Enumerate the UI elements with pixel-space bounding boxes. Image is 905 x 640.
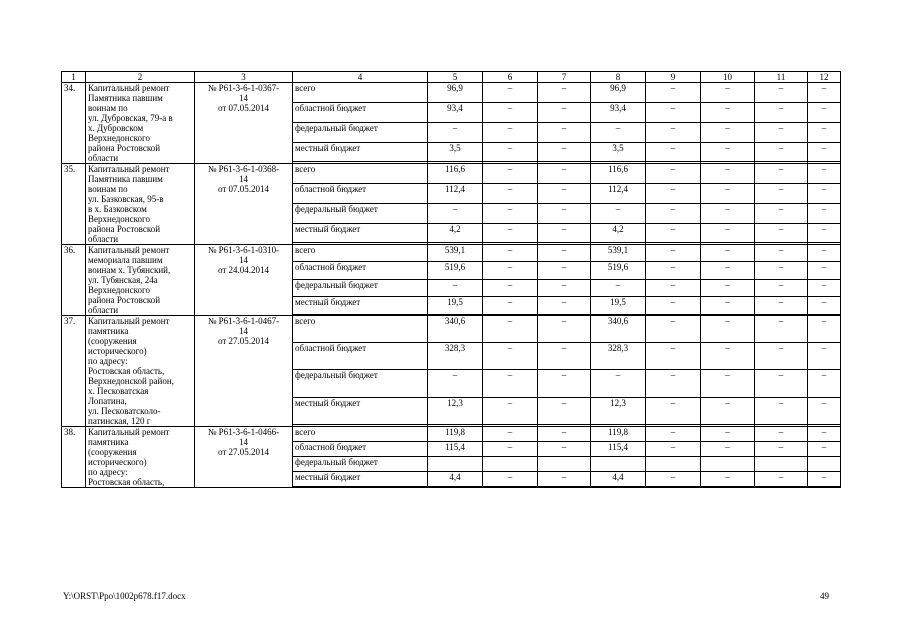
header-cell: 12: [808, 72, 841, 83]
value-cell: –: [538, 397, 591, 424]
document-line: от 24.04.2014: [217, 265, 270, 275]
value-cell: –: [538, 441, 591, 456]
value-cell: –: [808, 316, 841, 343]
funding-source-label: областной бюджет: [293, 102, 428, 122]
value-cell: –: [808, 370, 841, 397]
value-cell: –: [646, 397, 701, 424]
value-cell: –: [755, 397, 808, 424]
value-cell: [428, 456, 483, 471]
value-cell: –: [808, 441, 841, 456]
funding-source-label: федеральный бюджет: [293, 203, 428, 223]
value-cell: –: [538, 183, 591, 203]
value-cell: –: [483, 262, 538, 279]
value-cell: –: [701, 122, 755, 142]
value-cell: –: [808, 279, 841, 296]
value-cell: –: [538, 427, 591, 442]
document-line: 14: [239, 255, 248, 265]
description-line: ул. Песковатсколо-: [88, 406, 161, 416]
value-cell: 340,6: [591, 316, 646, 343]
filler-cell: [808, 486, 841, 487]
description-line: памятника: [88, 326, 129, 336]
value-cell: 12,3: [591, 397, 646, 424]
funding-source-label: областной бюджет: [293, 262, 428, 279]
filler-cell: [646, 486, 701, 487]
funding-source-label: всего: [293, 164, 428, 184]
description-line: Верхнедонского: [88, 133, 150, 143]
description-line: ул. Дубровская, 79-а в: [88, 113, 173, 123]
document-line: от 27.05.2014: [217, 447, 270, 457]
entry-number: 38.: [62, 427, 86, 488]
value-cell: –: [808, 83, 841, 103]
value-cell: –: [428, 203, 483, 223]
value-cell: –: [808, 262, 841, 279]
value-cell: –: [755, 441, 808, 456]
value-cell: –: [701, 316, 755, 343]
description-line: Капитальный ремонт: [88, 83, 170, 93]
value-cell: 4,4: [591, 471, 646, 486]
value-cell: –: [808, 102, 841, 122]
value-cell: –: [646, 245, 701, 262]
value-cell: –: [428, 122, 483, 142]
description-line: области: [88, 153, 119, 163]
funding-source-label: областной бюджет: [293, 441, 428, 456]
value-cell: 96,9: [428, 83, 483, 103]
value-cell: –: [755, 297, 808, 314]
description-line: Капитальный ремонт: [88, 245, 170, 255]
value-cell: –: [646, 441, 701, 456]
description-line: х. Дубровском: [88, 123, 144, 133]
document-line: № Р61-3-6-1-0367-: [207, 83, 280, 93]
description-line: ул. Тубянская, 24а: [88, 275, 158, 285]
value-cell: 328,3: [591, 343, 646, 370]
entry-description: [86, 83, 195, 164]
header-cell: 7: [538, 72, 591, 83]
value-cell: 519,6: [428, 262, 483, 279]
value-cell: –: [808, 203, 841, 223]
document-line: от 07.05.2014: [217, 103, 270, 113]
value-cell: 96,9: [591, 83, 646, 103]
value-cell: –: [646, 427, 701, 442]
description-line: воинам по: [88, 103, 128, 113]
funding-source-label: местный бюджет: [293, 297, 428, 314]
value-cell: –: [538, 102, 591, 122]
value-cell: 116,6: [428, 164, 483, 184]
value-cell: –: [646, 122, 701, 142]
value-cell: –: [483, 370, 538, 397]
description-line: Капитальный ремонт: [88, 164, 170, 174]
value-cell: –: [483, 142, 538, 162]
page-number: 49: [820, 591, 829, 601]
document-line: от 07.05.2014: [217, 184, 270, 194]
header-cell: 8: [591, 72, 646, 83]
description-line: исторического): [88, 346, 147, 356]
footer-file-path: Y:\ORST\Ppo\1002p678.f17.docx: [63, 591, 186, 601]
entry-description: [86, 427, 195, 488]
description-line: х. Песковатская: [88, 386, 149, 396]
document-line: 14: [239, 326, 248, 336]
entry-document: [195, 164, 293, 245]
value-cell: –: [538, 203, 591, 223]
value-cell: –: [538, 471, 591, 486]
value-cell: [755, 456, 808, 471]
funding-source-label: областной бюджет: [293, 343, 428, 370]
value-cell: [591, 456, 646, 471]
value-cell: –: [483, 343, 538, 370]
description-line: воинам по: [88, 184, 128, 194]
value-cell: 119,8: [591, 427, 646, 442]
value-cell: 4,2: [591, 223, 646, 243]
value-cell: –: [701, 262, 755, 279]
funding-source-label: местный бюджет: [293, 223, 428, 243]
description-line: района Ростовской: [88, 295, 161, 305]
value-cell: –: [483, 223, 538, 243]
table-row: [62, 245, 841, 262]
value-cell: –: [755, 370, 808, 397]
description-line: (сооружения: [88, 336, 137, 346]
value-cell: –: [701, 471, 755, 486]
description-line: области: [88, 234, 119, 244]
value-cell: –: [483, 245, 538, 262]
description-line: района Ростовской: [88, 143, 161, 153]
document-line: 14: [239, 174, 248, 184]
value-cell: –: [483, 164, 538, 184]
entry-document: [195, 316, 293, 427]
filler-cell: [428, 486, 483, 487]
value-cell: –: [755, 203, 808, 223]
value-cell: –: [646, 223, 701, 243]
value-cell: –: [483, 297, 538, 314]
description-line: Памятника павшим: [88, 174, 163, 184]
value-cell: –: [591, 279, 646, 296]
funding-source-label: всего: [293, 83, 428, 103]
value-cell: –: [755, 122, 808, 142]
value-cell: –: [755, 343, 808, 370]
description-line: исторического): [88, 457, 147, 467]
value-cell: –: [701, 397, 755, 424]
value-cell: –: [701, 223, 755, 243]
value-cell: –: [483, 316, 538, 343]
value-cell: 115,4: [428, 441, 483, 456]
value-cell: –: [701, 203, 755, 223]
value-cell: –: [808, 297, 841, 314]
header-cell: 6: [483, 72, 538, 83]
funding-source-label: местный бюджет: [293, 471, 428, 486]
value-cell: –: [646, 83, 701, 103]
value-cell: [538, 456, 591, 471]
document-line: 14: [239, 437, 248, 447]
funding-source-label: местный бюджет: [293, 142, 428, 162]
document-line: 14: [239, 93, 248, 103]
value-cell: –: [701, 83, 755, 103]
value-cell: –: [538, 122, 591, 142]
header-cell: 2: [86, 72, 195, 83]
funding-source-label: федеральный бюджет: [293, 456, 428, 471]
value-cell: [701, 456, 755, 471]
value-cell: –: [646, 164, 701, 184]
description-line: Ростовская область,: [88, 366, 165, 376]
table-row: [62, 427, 841, 442]
value-cell: 19,5: [591, 297, 646, 314]
value-cell: [646, 456, 701, 471]
value-cell: –: [483, 183, 538, 203]
value-cell: –: [538, 343, 591, 370]
value-cell: –: [755, 471, 808, 486]
document-line: от 27.05.2014: [217, 336, 270, 346]
value-cell: 3,5: [428, 142, 483, 162]
value-cell: –: [701, 245, 755, 262]
value-cell: –: [755, 316, 808, 343]
value-cell: –: [808, 183, 841, 203]
value-cell: –: [808, 122, 841, 142]
entry-document: [195, 427, 293, 488]
entry-description: [86, 316, 195, 427]
value-cell: –: [808, 471, 841, 486]
value-cell: –: [755, 245, 808, 262]
entry-number: 36.: [62, 245, 86, 316]
entry-number: 34.: [62, 83, 86, 164]
value-cell: –: [755, 164, 808, 184]
value-cell: 3,5: [591, 142, 646, 162]
value-cell: 112,4: [591, 183, 646, 203]
value-cell: –: [483, 427, 538, 442]
value-cell: –: [483, 122, 538, 142]
table-row: [62, 316, 841, 343]
document-line: № Р61-3-6-1-0467-: [207, 316, 280, 326]
header-cell: 3: [195, 72, 293, 83]
filler-cell: [755, 486, 808, 487]
filler-cell: [293, 486, 428, 487]
value-cell: 115,4: [591, 441, 646, 456]
value-cell: [808, 456, 841, 471]
value-cell: –: [538, 245, 591, 262]
value-cell: –: [538, 142, 591, 162]
description-line: ул. Базковская, 95-в: [88, 194, 164, 204]
table-row: [62, 164, 841, 184]
table-body: [62, 72, 841, 488]
value-cell: –: [755, 279, 808, 296]
funding-source-label: всего: [293, 316, 428, 343]
value-cell: –: [701, 441, 755, 456]
budget-table: [61, 71, 841, 488]
value-cell: –: [701, 183, 755, 203]
value-cell: –: [755, 183, 808, 203]
funding-source-label: местный бюджет: [293, 397, 428, 424]
description-line: области: [88, 305, 119, 315]
value-cell: –: [755, 262, 808, 279]
description-line: в х. Базковском: [88, 204, 147, 214]
value-cell: –: [701, 343, 755, 370]
value-cell: [483, 456, 538, 471]
description-line: по адресу:: [88, 356, 128, 366]
value-cell: –: [646, 262, 701, 279]
header-cell: 5: [428, 72, 483, 83]
value-cell: –: [808, 164, 841, 184]
document-line: № Р61-3-6-1-0466-: [207, 427, 280, 437]
description-line: патинская, 120 г: [88, 416, 151, 426]
value-cell: –: [591, 370, 646, 397]
value-cell: –: [701, 370, 755, 397]
entry-document: [195, 245, 293, 316]
entry-description: [86, 164, 195, 245]
value-cell: –: [538, 297, 591, 314]
value-cell: –: [755, 223, 808, 243]
value-cell: –: [538, 83, 591, 103]
value-cell: –: [538, 370, 591, 397]
value-cell: –: [483, 471, 538, 486]
value-cell: –: [646, 316, 701, 343]
value-cell: 19,5: [428, 297, 483, 314]
value-cell: 539,1: [428, 245, 483, 262]
value-cell: –: [646, 183, 701, 203]
value-cell: –: [483, 441, 538, 456]
value-cell: –: [755, 427, 808, 442]
header-cell: 9: [646, 72, 701, 83]
value-cell: –: [483, 397, 538, 424]
funding-source-label: федеральный бюджет: [293, 370, 428, 397]
description-line: воинам х. Тубянский,: [88, 265, 171, 275]
description-line: Капитальный ремонт: [88, 316, 170, 326]
filler-cell: [591, 486, 646, 487]
value-cell: –: [538, 164, 591, 184]
description-line: мемориала павшим: [88, 255, 163, 265]
value-cell: –: [428, 370, 483, 397]
value-cell: –: [701, 279, 755, 296]
filler-cell: [483, 486, 538, 487]
value-cell: –: [701, 427, 755, 442]
value-cell: –: [701, 164, 755, 184]
value-cell: –: [646, 142, 701, 162]
funding-source-label: областной бюджет: [293, 183, 428, 203]
filler-cell: [538, 486, 591, 487]
value-cell: –: [591, 122, 646, 142]
value-cell: –: [538, 316, 591, 343]
description-line: Ростовская область,: [88, 477, 165, 487]
value-cell: –: [483, 83, 538, 103]
header-cell: 1: [62, 72, 86, 83]
value-cell: –: [808, 397, 841, 424]
description-line: (сооружения: [88, 447, 137, 457]
header-cell: 11: [755, 72, 808, 83]
entry-number: 35.: [62, 164, 86, 245]
value-cell: 340,6: [428, 316, 483, 343]
value-cell: –: [483, 102, 538, 122]
value-cell: –: [808, 142, 841, 162]
value-cell: 93,4: [428, 102, 483, 122]
document-line: № Р61-3-6-1-0310-: [207, 245, 280, 255]
value-cell: 112,4: [428, 183, 483, 203]
description-line: Верхнедонского: [88, 285, 150, 295]
value-cell: –: [755, 102, 808, 122]
value-cell: 93,4: [591, 102, 646, 122]
value-cell: –: [808, 427, 841, 442]
value-cell: –: [808, 343, 841, 370]
value-cell: –: [646, 102, 701, 122]
filler-cell: [701, 486, 755, 487]
value-cell: 119,8: [428, 427, 483, 442]
entry-number: 37.: [62, 316, 86, 427]
value-cell: 116,6: [591, 164, 646, 184]
value-cell: –: [646, 471, 701, 486]
value-cell: 328,3: [428, 343, 483, 370]
header-row: [62, 72, 841, 83]
description-line: района Ростовской: [88, 224, 161, 234]
description-line: по адресу:: [88, 467, 128, 477]
value-cell: –: [646, 343, 701, 370]
value-cell: –: [701, 102, 755, 122]
value-cell: –: [646, 370, 701, 397]
funding-source-label: федеральный бюджет: [293, 279, 428, 296]
value-cell: 12,3: [428, 397, 483, 424]
description-line: Верхнедонской район,: [88, 376, 174, 386]
description-line: Лопатина,: [88, 396, 127, 406]
value-cell: 4,4: [428, 471, 483, 486]
description-line: Капитальный ремонт: [88, 427, 170, 437]
value-cell: –: [538, 279, 591, 296]
value-cell: –: [591, 203, 646, 223]
value-cell: –: [755, 142, 808, 162]
table-row: [62, 83, 841, 103]
funding-source-label: федеральный бюджет: [293, 122, 428, 142]
value-cell: –: [646, 203, 701, 223]
value-cell: –: [646, 297, 701, 314]
description-line: Памятника павшим: [88, 93, 163, 103]
description-line: памятника: [88, 437, 129, 447]
funding-source-label: всего: [293, 427, 428, 442]
value-cell: –: [808, 223, 841, 243]
value-cell: –: [646, 279, 701, 296]
document-line: № Р61-3-6-1-0368-: [207, 164, 280, 174]
description-line: Верхнедонского: [88, 214, 150, 224]
value-cell: –: [808, 245, 841, 262]
value-cell: –: [755, 83, 808, 103]
funding-source-label: всего: [293, 245, 428, 262]
value-cell: –: [428, 279, 483, 296]
value-cell: –: [701, 142, 755, 162]
value-cell: –: [538, 262, 591, 279]
header-cell: 10: [701, 72, 755, 83]
value-cell: –: [701, 297, 755, 314]
value-cell: –: [483, 203, 538, 223]
value-cell: 539,1: [591, 245, 646, 262]
value-cell: –: [483, 279, 538, 296]
entry-document: [195, 83, 293, 164]
value-cell: –: [538, 223, 591, 243]
entry-description: [86, 245, 195, 316]
value-cell: 4,2: [428, 223, 483, 243]
value-cell: 519,6: [591, 262, 646, 279]
header-cell: 4: [293, 72, 428, 83]
